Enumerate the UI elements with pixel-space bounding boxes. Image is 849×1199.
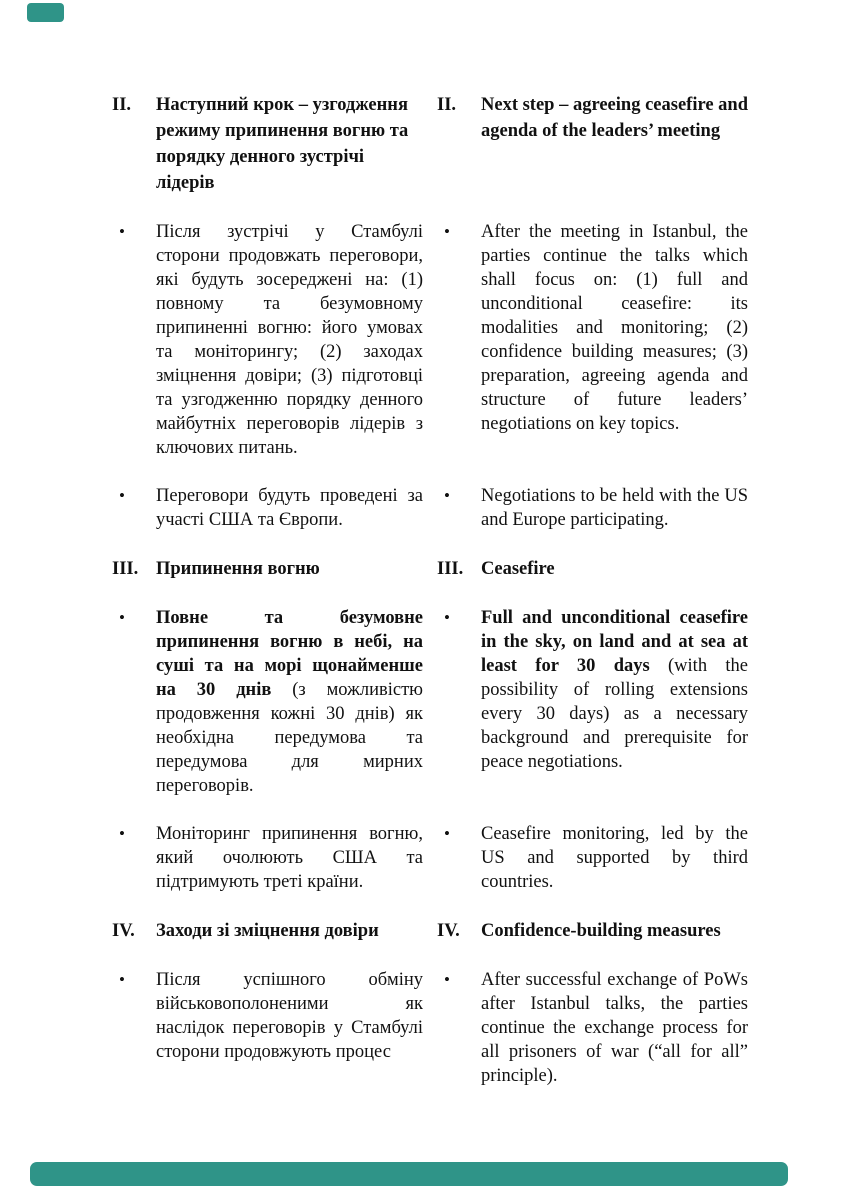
section-iii-heading-ua xyxy=(112,556,423,582)
section-number: II. xyxy=(437,95,457,115)
bullet-text: Повне та безумовне припинення вогню в небі, на суші та на морі щонайменше на 30 днів (з можливістю продовження кожні 30 днів) як необхідна передумова та передумова для мирних переговорів. xyxy=(156,608,423,796)
bullet-icon: • xyxy=(119,222,125,241)
bullet-text: After successful exchange of PoWs after Istanbul talks, the parties continue the exchange process for all prisoners of war (“all for all” principle). xyxy=(481,970,748,1086)
section-number: IV. xyxy=(437,921,460,941)
bullet-item-en xyxy=(437,220,748,460)
redaction-bar-bottom xyxy=(30,1162,788,1186)
document-body xyxy=(112,92,748,1088)
bullet-item-en xyxy=(437,606,748,798)
bullet-text: After the meeting in Istanbul, the parties continue the talks which shall focus on: (1) full and unconditional ceasefire: its modalities and monitoring; (2) confidence building measures; (3) preparation, agreeing agenda and structure of future leaders’ negotiations on key topics. xyxy=(481,222,748,434)
section-number: III. xyxy=(112,559,139,579)
section-title: Заходи зі зміцнення довіри xyxy=(156,921,379,941)
bullet-text: Full and unconditional ceasefire in the sky, on land and at sea at least for 30 days (with the possibility of rolling extensions every 30 days) as a necessary background and prerequisite for peace negotiations. xyxy=(481,608,748,772)
section-ii-heading-en xyxy=(437,92,748,196)
bullet-icon: • xyxy=(119,486,125,505)
section-title: Припинення вогню xyxy=(156,559,320,579)
section-number: III. xyxy=(437,559,464,579)
section-title: Confidence-building measures xyxy=(481,921,721,941)
section-iv-heading-en xyxy=(437,918,748,944)
section-title: Наступний крок – узгодження режиму припинення вогню та порядку денного зустрічі лідерів xyxy=(156,95,409,193)
section-ii-heading-ua xyxy=(112,92,423,196)
bullet-text: Після зустрічі у Стамбулі сторони продовжать переговори, які будуть зосереджені на: (1) повному та безумовному припиненні вогню: його умовах та моніторингу; (2) заходах зміцнення довіри; (3) підготовці та узгодженню порядку денного майбутніх переговорів лідерів з ключових питань. xyxy=(156,222,423,458)
bullet-icon: • xyxy=(444,608,450,627)
section-iii-heading-en xyxy=(437,556,748,582)
bullet-icon: • xyxy=(444,486,450,505)
bullet-item-ua xyxy=(112,484,423,532)
bullet-text: Ceasefire monitoring, led by the US and supported by third countries. xyxy=(481,824,748,892)
bullet-icon: • xyxy=(119,824,125,843)
bullet-icon: • xyxy=(119,608,125,627)
bullet-item-ua xyxy=(112,220,423,460)
section-title: Ceasefire xyxy=(481,559,555,579)
section-number: IV. xyxy=(112,921,135,941)
redaction-bar-top xyxy=(27,3,64,22)
bullet-icon: • xyxy=(119,970,125,989)
bullet-text: Моніторинг припинення вогню, який очолюють США та підтримують треті країни. xyxy=(156,824,423,892)
section-number: II. xyxy=(112,95,132,115)
bullet-item-en xyxy=(437,968,748,1088)
bullet-text: Після успішного обміну військовополоненими як наслідок переговорів у Стамбулі сторони продовжують процес xyxy=(156,970,423,1062)
bullet-text: Negotiations to be held with the US and Europe participating. xyxy=(481,486,748,530)
section-iv-heading-ua xyxy=(112,918,423,944)
bullet-item-en xyxy=(437,484,748,532)
bullet-icon: • xyxy=(444,824,450,843)
bullet-item-ua xyxy=(112,822,423,894)
bullet-icon: • xyxy=(444,222,450,241)
bullet-item-ua xyxy=(112,606,423,798)
bullet-text: Переговори будуть проведені за участі США та Європи. xyxy=(156,486,423,530)
bullet-icon: • xyxy=(444,970,450,989)
section-title: Next step – agreeing ceasefire and agenda of the leaders’ meeting xyxy=(481,95,748,141)
bullet-item-en xyxy=(437,822,748,894)
bullet-item-ua xyxy=(112,968,423,1088)
